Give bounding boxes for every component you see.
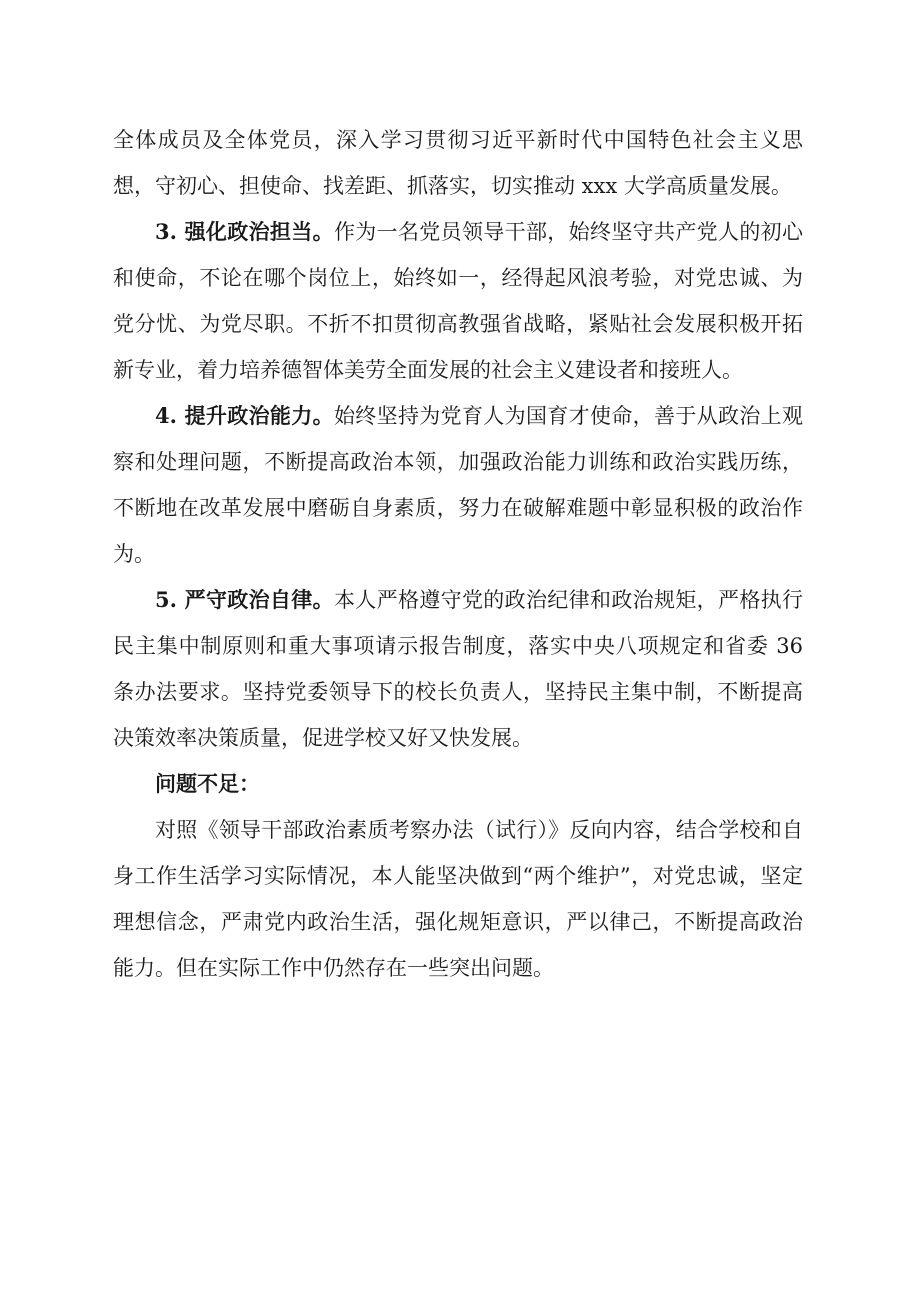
document-body: [113, 117, 803, 991]
paragraph-text: 始终坚持为党育人为国育才使命，善于从政治上观察和处理问题，不断提高政治本领，加强政治能力训练和政治实践历练，不断地在改革发展中磨砺自身素质，努力在破解难题中彰显积极的政治作为。: [113, 404, 804, 566]
paragraph-text: 本人严格遵守党的政治纪律和政治规矩，严格执行民主集中制原则和重大事项请示报告制度，落实中央八项规定和省委 36 条办法要求。坚持党委领导下的校长负责人，坚持民主集中制，不断提高决策效率决策质量，促进学校又好又快发展。: [113, 588, 804, 750]
paragraph-text: 作为一名党员领导干部，始终坚守共产党人的初心和使命，不论在哪个岗位上，始终如一，经得起风浪考验，对党忠诚、为党分忧、为党尽职。不折不扣贯彻高教强省战略，紧贴社会发展积极开拓新专业，着力培养德智体美劳全面发展的社会主义建设者和接班人。: [113, 220, 804, 382]
item-4-heading: 4. 提升政治能力。: [155, 403, 334, 428]
paragraph-text: 对照《领导干部政治素质考察办法（试行）》反向内容，结合学校和自身工作生活学习实际情况，本人能坚决做到“两个维护”，对党忠诚，坚定理想信念，严肃党内政治生活，强化规矩意识，严以律己，不断提高政治能力。但在实际工作中仍然存在一些突出问题。: [113, 818, 803, 980]
item-3-paragraph: [113, 209, 803, 393]
item-5-paragraph: [113, 577, 803, 761]
intro-continuation-paragraph: [113, 117, 803, 209]
problems-body-paragraph: [113, 807, 803, 991]
problems-section-heading: [113, 761, 803, 807]
item-3-heading: 3. 强化政治担当。: [155, 219, 334, 244]
paragraph-text: 全体成员及全体党员，深入学习贯彻习近平新时代中国特色社会主义思想，守初心、担使命、找差距、抓落实，切实推动 xxx 大学高质量发展。: [113, 128, 803, 198]
item-5-heading: 5. 严守政治自律。: [155, 587, 334, 612]
item-4-paragraph: [113, 393, 803, 577]
section-heading: 问题不足：: [155, 771, 260, 796]
